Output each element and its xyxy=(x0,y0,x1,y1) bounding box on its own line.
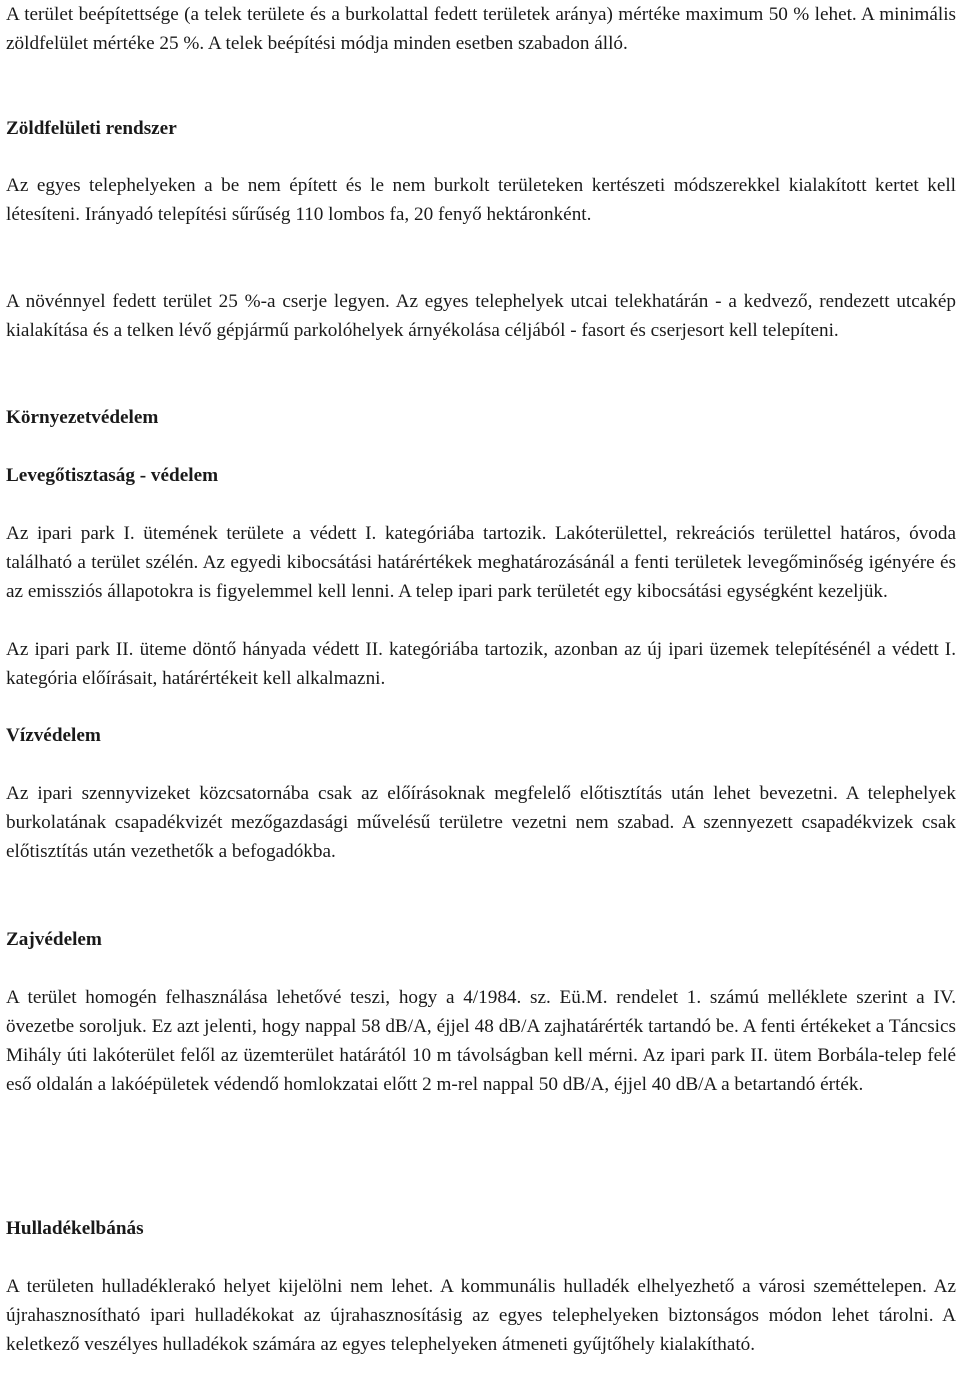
noise-paragraph: A terület homogén felhasználása lehetővé teszi, hogy a 4/1984. sz. Eü.M. rendelet 1. számú melléklete szerint a IV. övezetbe soroljuk. Ez azt jelenti, hogy nappal 58 dB/A, éjjel 48 dB/A zajhatárérték tartandó be. A fenti értékeket a Táncsics Mihály úti lakóterület felől az üzemterület határától 10 m távolságban kell mérni. Az ipari park II. ütem Borbála-telep felé eső oldalán a lakóépületek védendő homlokzatai előtt 2 m-rel nappal 50 dB/A, éjjel 40 dB/A a betartandó érték. xyxy=(6,987,956,1095)
heading-noise-protection: Zajvédelem xyxy=(6,929,102,950)
heading-green-system: Zöldfelületi rendszer xyxy=(6,118,177,139)
air-paragraph-2: Az ipari park II. üteme döntő hányada védett II. kategóriába tartozik, azonban az új ipari üzemek telepítésénél a védett I. kategória előírásait, határértékeit kell alkalmazni. xyxy=(6,639,956,689)
air-paragraph-1: Az ipari park I. ütemének területe a védett I. kategóriába tartozik. Lakóterülettel, rekreációs területtel határos, óvoda található a terület szélén. Az egyedi kibocsátási határértékek meghatározásánál a fenti területek levegőminőség igényére és az emissziós állapotokra is figyelemmel kell lenni. A telep ipari park területét egy kibocsátási egységként kezeljük. xyxy=(6,523,956,602)
water-paragraph: Az ipari szennyvizeket közcsatornába csak az előírásoknak megfelelő előtisztítás után lehet bevezetni. A telephelyek burkolatának csapadékvizét mezőgazdasági művelésű területre vezetni nem szabad. A szennyezett csapadékvizek csak előtisztítás után vezethetők a befogadókba. xyxy=(6,783,956,862)
waste-paragraph: A területen hulladéklerakó helyet kijelölni nem lehet. A kommunális hulladék elhelyezhető a városi szeméttelepen. Az újrahasznosítható ipari hulladékokat az újrahasznosításig az egyes telephelyeken biztonságos módon lehet tárolni. A keletkező veszélyes hulladékok számára az egyes telephelyeken átmeneti gyűjtőhely kialakítható. xyxy=(6,1276,956,1355)
heading-waste-management: Hulladékelbánás xyxy=(6,1218,144,1239)
green-paragraph-2: A növénnyel fedett terület 25 %-a cserje legyen. Az egyes telephelyek utcai telekhatárán - a kedvező, rendezett utcakép kialakítása és a telken lévő gépjármű parkolóhelyek árnyékolása céljából - fasort és cserjesort kell telepíteni. xyxy=(6,291,956,341)
heading-water-protection: Vízvédelem xyxy=(6,725,101,746)
green-paragraph-1: Az egyes telephelyeken a be nem épített és le nem burkolt területeken kertészeti módszerekkel kialakított kertet kell létesíteni. Irányadó telepítési sűrűség 110 lombos fa, 20 fenyő hektáronként. xyxy=(6,175,956,225)
intro-paragraph: A terület beépítettsége (a telek területe és a burkolattal fedett területek aránya) mértéke maximum 50 % lehet. A minimális zöldfelület mértéke 25 %. A telek beépítési módja minden esetben szabadon álló. xyxy=(6,4,956,54)
heading-air-quality: Levegőtisztaság - védelem xyxy=(6,465,219,486)
heading-environment: Környezetvédelem xyxy=(6,407,159,428)
